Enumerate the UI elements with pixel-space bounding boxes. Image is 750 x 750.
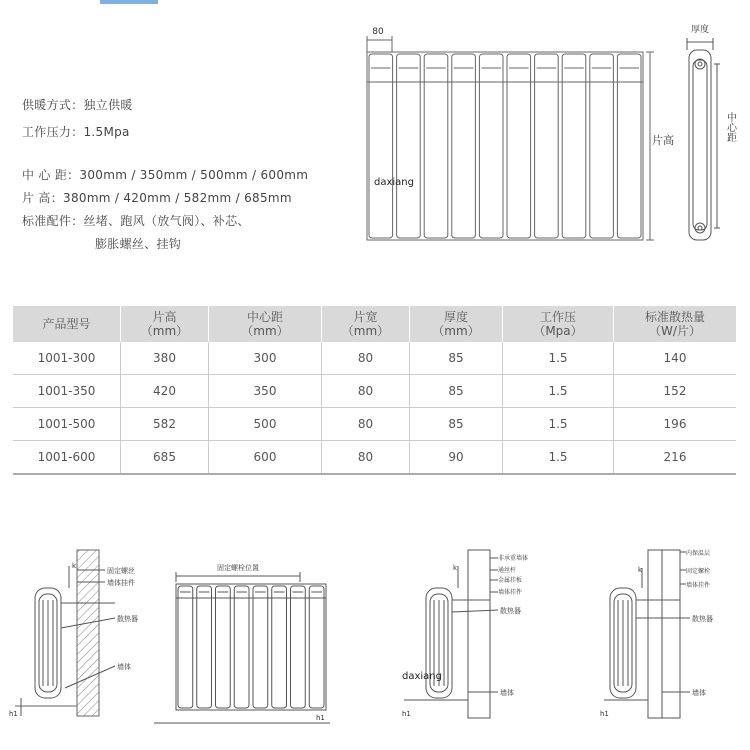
cell-height: 380 — [121, 342, 209, 375]
spec-center-distance: 中 心 距：300mm / 350mm / 500mm / 600mm — [22, 168, 309, 182]
cell-model: 1001-600 — [13, 441, 121, 475]
radiator-section — [234, 586, 249, 708]
radiator-label: 散热器 — [500, 607, 521, 615]
radiator-section — [309, 586, 324, 708]
cell-width: 80 — [322, 441, 410, 475]
cell-width: 80 — [322, 375, 410, 408]
table-row — [13, 375, 736, 408]
radiator-section — [216, 586, 231, 708]
install-diagram-bolt-positions — [150, 558, 335, 728]
header-heat-output: 标准散热量 （W/片） — [614, 306, 737, 342]
k-label: k — [453, 564, 458, 572]
cell-heat: 196 — [614, 408, 737, 441]
wall-label: 墙体 — [500, 689, 514, 697]
center-distance-label: 中心距 — [724, 112, 736, 142]
radiator-label: 散热器 — [692, 615, 713, 623]
top-blue-bar — [100, 0, 158, 4]
watermark-install: daxiang — [402, 671, 442, 682]
spec-standard-parts-2: 膨胀螺丝、挂钩 — [95, 237, 182, 251]
cell-thickness: 90 — [410, 441, 503, 475]
cell-thickness: 85 — [410, 408, 503, 441]
cell-center: 300 — [209, 342, 322, 375]
header-center-distance: 中心距 （mm） — [209, 306, 322, 342]
cell-pressure: 1.5 — [503, 441, 614, 475]
cell-thickness: 85 — [410, 375, 503, 408]
radiator-section — [291, 586, 306, 708]
cell-height: 582 — [121, 408, 209, 441]
h1-label: h1 — [9, 710, 18, 718]
h1-label: h1 — [316, 714, 325, 722]
front-view-diagram — [360, 20, 674, 250]
cell-heat: 216 — [614, 441, 737, 475]
wall-bracket-label: 墙体挂件 — [498, 589, 523, 596]
header-thickness: 厚度 （mm） — [410, 306, 503, 342]
metal-bracket-label: 金属挂板 — [498, 577, 523, 584]
cell-heat: 140 — [614, 342, 737, 375]
cell-width: 80 — [322, 342, 410, 375]
nonbearing-wall-label: 非承重墙体 — [498, 555, 529, 562]
inner-insulation-label: 内保温层 — [686, 550, 711, 557]
table-row — [13, 342, 736, 375]
cell-height: 420 — [121, 375, 209, 408]
h1-label: h1 — [402, 710, 411, 718]
cell-pressure: 1.5 — [503, 342, 614, 375]
bolt-position-label: 固定螺栓位置 — [217, 564, 259, 572]
wall-bracket-label: 墙体挂件 — [107, 579, 135, 587]
fix-bolt-label: 固定螺栓 — [686, 568, 711, 575]
width-label: 80 — [372, 27, 384, 37]
header-pressure: 工作压 （Mpa） — [503, 306, 614, 342]
cell-thickness: 85 — [410, 342, 503, 375]
rod-label: 通丝杆 — [498, 567, 517, 574]
cell-heat: 152 — [614, 375, 737, 408]
thickness-label: 厚度 — [690, 25, 710, 35]
install-diagram-insulation — [598, 548, 748, 728]
cell-pressure: 1.5 — [503, 375, 614, 408]
install-diagram-nonbearing-wall — [398, 548, 563, 728]
watermark-front: daxiang — [374, 177, 414, 188]
radiator-section — [253, 586, 268, 708]
radiator-section — [272, 586, 287, 708]
wall-bracket-label: 墙体挂件 — [686, 582, 711, 589]
cell-center: 600 — [209, 441, 322, 475]
cell-model: 1001-350 — [13, 375, 121, 408]
spec-heating-mode: 供暖方式：独立供暖 — [22, 98, 133, 112]
cell-center: 500 — [209, 408, 322, 441]
k-label: k — [72, 562, 77, 570]
header-width: 片宽 （mm） — [322, 306, 410, 342]
spec-standard-parts-1: 标准配件：丝堵、跑风（放气阀）、补芯、 — [22, 214, 250, 228]
radiator-section — [178, 586, 193, 708]
header-model: 产品型号 — [13, 306, 121, 342]
wall-hatch — [77, 550, 99, 716]
cell-model: 1001-300 — [13, 342, 121, 375]
spec-piece-height: 片 高：380mm / 420mm / 582mm / 685mm — [22, 191, 292, 205]
height-label: 片高 — [652, 134, 674, 147]
install-diagram-solid-wall — [5, 548, 165, 728]
cell-model: 1001-500 — [13, 408, 121, 441]
table-header-row — [13, 306, 736, 342]
spec-working-pressure: 工作压力：1.5Mpa — [22, 125, 130, 139]
wall-label: 墙体 — [692, 689, 706, 697]
parameter-table — [13, 306, 736, 475]
wall-label: 墙体 — [117, 663, 131, 671]
k-label: k — [638, 566, 643, 574]
header-height: 片高 （mm） — [121, 306, 209, 342]
table-row — [13, 408, 736, 441]
radiator-section — [197, 586, 212, 708]
fix-screw-label: 固定螺丝 — [107, 567, 135, 575]
cell-height: 685 — [121, 441, 209, 475]
cell-center: 350 — [209, 375, 322, 408]
h1-label: h1 — [600, 710, 609, 718]
cell-pressure: 1.5 — [503, 408, 614, 441]
table-row — [13, 441, 736, 475]
side-view-diagram — [675, 20, 750, 250]
cell-width: 80 — [322, 408, 410, 441]
radiator-label: 散热器 — [117, 615, 138, 623]
